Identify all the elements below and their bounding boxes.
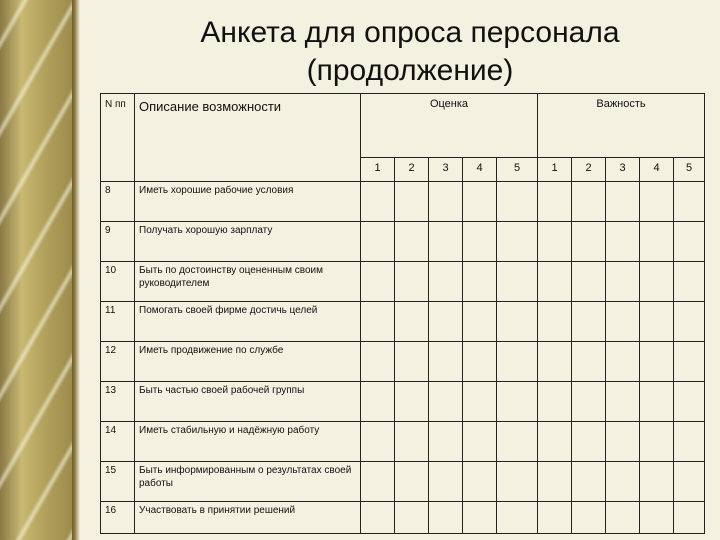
importance-cell[interactable] [538, 502, 572, 534]
row-description: Помогать своей фирме достичь целей [135, 302, 361, 342]
rating-cell[interactable] [497, 502, 538, 534]
row-description: Иметь стабильную и надёжную работу [135, 422, 361, 462]
rating-cell[interactable] [361, 262, 395, 302]
table-row [101, 302, 705, 342]
row-description: Быть по достоинству оцененным своим руководителем [135, 262, 361, 302]
rating-cell[interactable] [429, 302, 463, 342]
rating-cell[interactable] [463, 462, 497, 502]
importance-cell[interactable] [538, 462, 572, 502]
header-description: Описание возможности [135, 94, 361, 182]
table-row [101, 342, 705, 382]
importance-cell[interactable] [674, 182, 705, 222]
row-number: 14 [101, 422, 135, 462]
table-row [101, 222, 705, 262]
rating-cell[interactable] [497, 342, 538, 382]
importance-cell[interactable] [640, 222, 674, 262]
importance-score-5: 5 [674, 158, 705, 182]
rating-cell[interactable] [361, 502, 395, 534]
rating-cell[interactable] [395, 462, 429, 502]
table-row [101, 422, 705, 462]
decorative-sidebar [0, 0, 72, 540]
rating-cell[interactable] [497, 462, 538, 502]
importance-cell[interactable] [640, 342, 674, 382]
rating-cell[interactable] [361, 462, 395, 502]
rating-score-1: 1 [361, 158, 395, 182]
rating-score-4: 4 [463, 158, 497, 182]
importance-cell[interactable] [640, 302, 674, 342]
importance-cell[interactable] [640, 462, 674, 502]
importance-cell[interactable] [640, 422, 674, 462]
rating-cell[interactable] [497, 262, 538, 302]
table-row [101, 462, 705, 502]
importance-cell[interactable] [538, 302, 572, 342]
importance-cell[interactable] [606, 302, 640, 342]
importance-cell[interactable] [606, 382, 640, 422]
rating-cell[interactable] [429, 342, 463, 382]
importance-score-2: 2 [572, 158, 606, 182]
sidebar-shadow [72, 0, 80, 540]
importance-cell[interactable] [572, 262, 606, 302]
header-importance: Важность [538, 94, 705, 158]
title-line-2: (продолжение) [306, 54, 514, 87]
table-body [101, 182, 705, 534]
row-description: Участвовать в принятии решений [135, 502, 361, 534]
rating-cell[interactable] [463, 182, 497, 222]
rating-score-3: 3 [429, 158, 463, 182]
row-description: Иметь продвижение по службе [135, 342, 361, 382]
importance-cell[interactable] [538, 422, 572, 462]
table-row [101, 182, 705, 222]
importance-cell[interactable] [640, 382, 674, 422]
rating-cell[interactable] [429, 222, 463, 262]
importance-cell[interactable] [538, 382, 572, 422]
rating-cell[interactable] [463, 222, 497, 262]
rating-cell[interactable] [395, 222, 429, 262]
header-rating: Оценка [361, 94, 538, 158]
importance-cell[interactable] [606, 262, 640, 302]
rating-cell[interactable] [361, 182, 395, 222]
importance-cell[interactable] [572, 462, 606, 502]
importance-cell[interactable] [572, 342, 606, 382]
rating-cell[interactable] [497, 382, 538, 422]
rating-cell[interactable] [497, 182, 538, 222]
rating-cell[interactable] [429, 502, 463, 534]
rating-cell[interactable] [395, 422, 429, 462]
importance-cell[interactable] [572, 182, 606, 222]
importance-cell[interactable] [606, 182, 640, 222]
importance-cell[interactable] [674, 502, 705, 534]
header-row [101, 94, 705, 158]
table-row [101, 382, 705, 422]
rating-cell[interactable] [361, 422, 395, 462]
importance-cell[interactable] [606, 342, 640, 382]
rating-cell[interactable] [463, 262, 497, 302]
importance-cell[interactable] [606, 422, 640, 462]
rating-cell[interactable] [361, 222, 395, 262]
rating-score-5: 5 [497, 158, 538, 182]
rating-cell[interactable] [429, 182, 463, 222]
row-number: 13 [101, 382, 135, 422]
importance-cell[interactable] [538, 262, 572, 302]
rating-cell[interactable] [395, 342, 429, 382]
importance-cell[interactable] [674, 302, 705, 342]
table-row [101, 502, 705, 534]
table-row [101, 262, 705, 302]
importance-cell[interactable] [640, 502, 674, 534]
rating-cell[interactable] [463, 342, 497, 382]
survey-table [100, 93, 705, 534]
importance-cell[interactable] [572, 422, 606, 462]
importance-cell[interactable] [572, 382, 606, 422]
rating-cell[interactable] [429, 422, 463, 462]
rating-cell[interactable] [463, 422, 497, 462]
rating-cell[interactable] [395, 302, 429, 342]
page-title [150, 14, 670, 90]
row-number: 16 [101, 502, 135, 534]
importance-cell[interactable] [538, 222, 572, 262]
importance-score-4: 4 [640, 158, 674, 182]
rating-cell[interactable] [361, 302, 395, 342]
row-description: Быть частью своей рабочей группы [135, 382, 361, 422]
rating-cell[interactable] [429, 382, 463, 422]
importance-cell[interactable] [640, 182, 674, 222]
importance-cell[interactable] [674, 462, 705, 502]
row-number: 10 [101, 262, 135, 302]
rating-cell[interactable] [395, 502, 429, 534]
rating-cell[interactable] [463, 302, 497, 342]
importance-cell[interactable] [606, 502, 640, 534]
rating-cell[interactable] [395, 262, 429, 302]
importance-cell[interactable] [572, 502, 606, 534]
row-number: 11 [101, 302, 135, 342]
row-number: 9 [101, 222, 135, 262]
rating-cell[interactable] [361, 382, 395, 422]
rating-cell[interactable] [361, 342, 395, 382]
row-number: 12 [101, 342, 135, 382]
row-number: 15 [101, 462, 135, 502]
importance-cell[interactable] [572, 302, 606, 342]
importance-cell[interactable] [606, 222, 640, 262]
rating-cell[interactable] [497, 302, 538, 342]
importance-cell[interactable] [538, 342, 572, 382]
title-line-1: Анкета для опроса персонала [200, 16, 620, 49]
rating-cell[interactable] [463, 502, 497, 534]
importance-cell[interactable] [674, 422, 705, 462]
importance-cell[interactable] [674, 222, 705, 262]
rating-score-2: 2 [395, 158, 429, 182]
rating-cell[interactable] [497, 422, 538, 462]
row-description: Иметь хорошие рабочие условия [135, 182, 361, 222]
importance-cell[interactable] [538, 182, 572, 222]
row-description: Получать хорошую зарплату [135, 222, 361, 262]
importance-cell[interactable] [674, 342, 705, 382]
rating-cell[interactable] [429, 462, 463, 502]
rating-cell[interactable] [463, 382, 497, 422]
row-number: 8 [101, 182, 135, 222]
importance-cell[interactable] [674, 382, 705, 422]
rating-cell[interactable] [497, 222, 538, 262]
rating-cell[interactable] [395, 182, 429, 222]
importance-cell[interactable] [606, 462, 640, 502]
importance-score-3: 3 [606, 158, 640, 182]
importance-cell[interactable] [572, 222, 606, 262]
row-description: Быть информированным о результатах своей работы [135, 462, 361, 502]
rating-cell[interactable] [395, 382, 429, 422]
rating-cell[interactable] [429, 262, 463, 302]
importance-score-1: 1 [538, 158, 572, 182]
importance-cell[interactable] [674, 262, 705, 302]
importance-cell[interactable] [640, 262, 674, 302]
header-number: N пп [101, 94, 135, 182]
